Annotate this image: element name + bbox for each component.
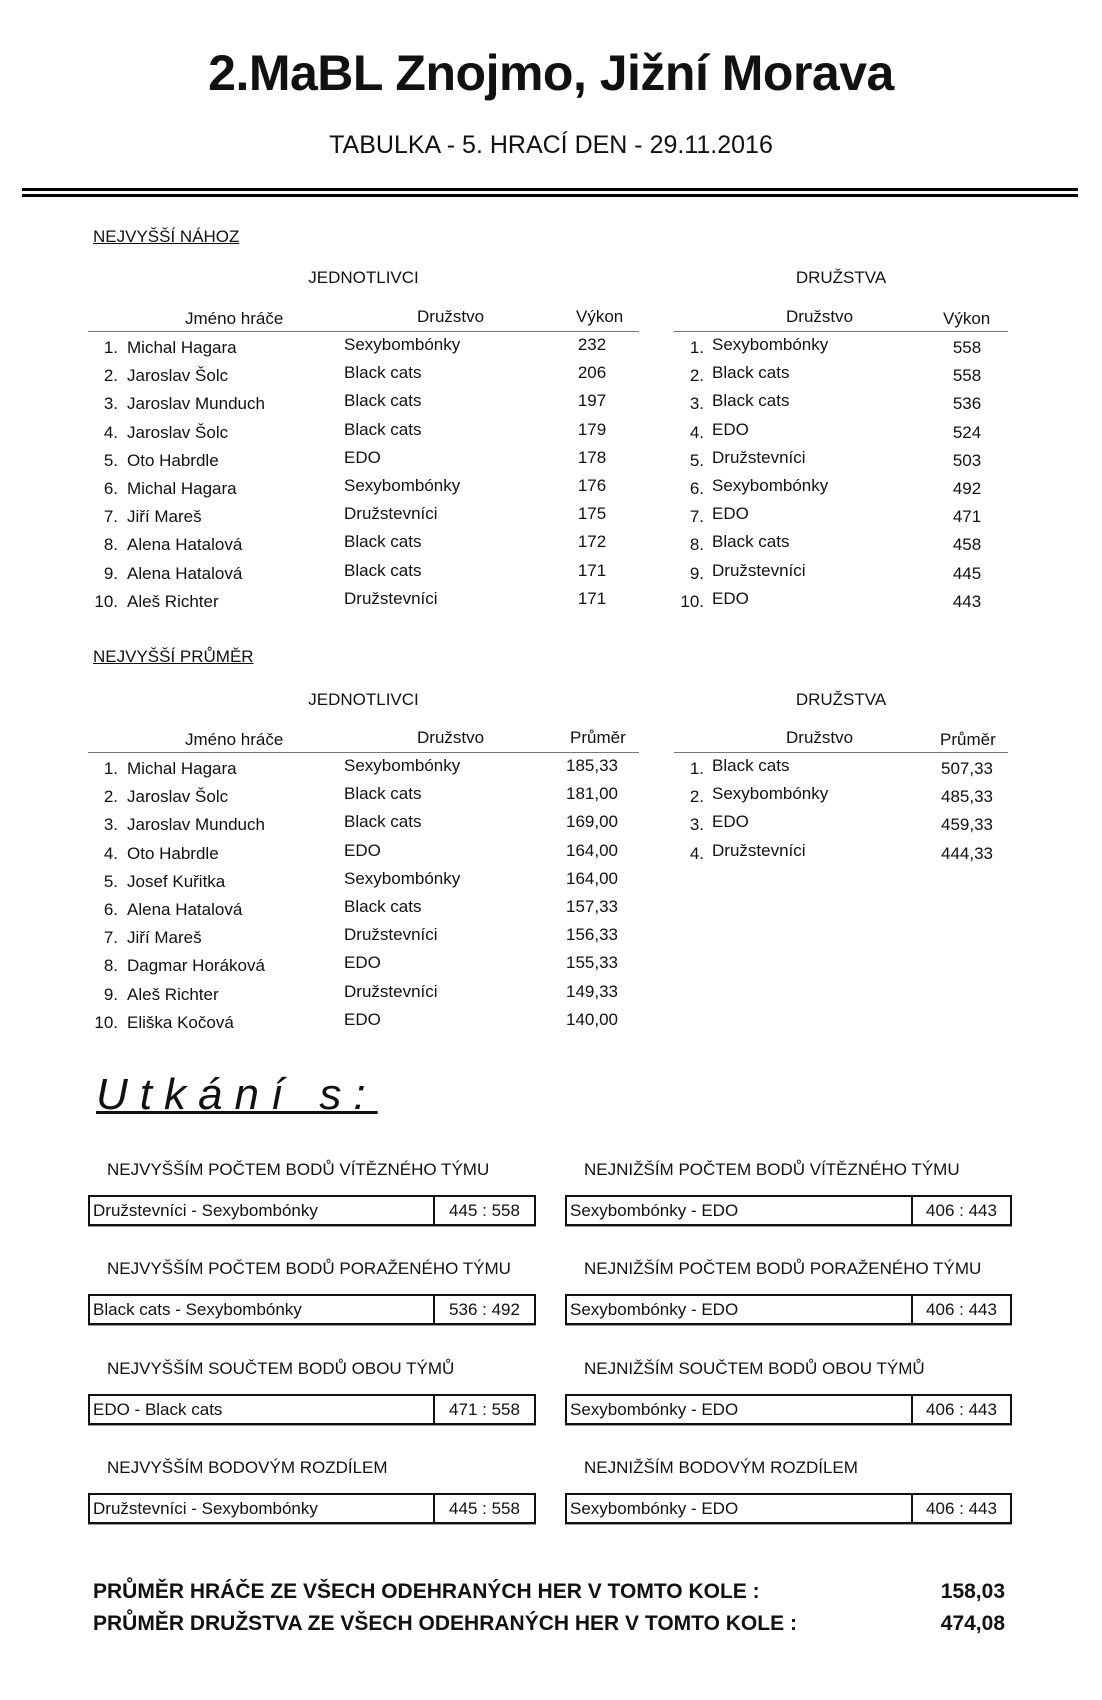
score-value: 164,00	[566, 840, 618, 860]
match-result-box	[565, 1394, 1012, 1425]
table-row-rank: 3.	[103, 815, 118, 835]
table-row-rank: 6.	[689, 479, 704, 498]
score-value: 171	[577, 560, 607, 580]
column-header-player: Jméno hráče	[185, 309, 284, 328]
player-name: Eliška Kočová	[127, 1012, 234, 1032]
player-name: Josef Kuřitka	[127, 871, 226, 891]
table-row-rank: 1.	[689, 338, 704, 357]
column-header-value: Výkon	[576, 307, 624, 326]
table-row-rank: 10.	[94, 591, 118, 611]
section-title-highest-throw: NEJVYŠŠÍ NÁHOZ	[93, 227, 240, 246]
match-category-label: NEJVYŠŠÍM SOUČTEM BODŮ OBOU TÝMŮ	[107, 1358, 455, 1378]
team-average-label: PRŮMĚR DRUŽSTVA ZE VŠECH ODEHRANÝCH HER V TOMTO KOLE :	[93, 1612, 797, 1635]
team-name: Black cats	[344, 897, 422, 916]
score-value: 175	[577, 504, 607, 524]
column-header-value: Průměr	[940, 730, 996, 749]
match-score: 536 : 492	[449, 1300, 520, 1320]
score-value: 558	[952, 338, 982, 357]
player-name: Oto Habrdle	[127, 843, 219, 863]
player-name: Jaroslav Šolc	[127, 366, 229, 386]
player-name: Oto Habrdle	[127, 450, 219, 470]
table-row-rank: 8.	[689, 535, 704, 555]
match-result-box	[88, 1493, 536, 1524]
table-row-rank: 3.	[689, 815, 704, 835]
match-category-label: NEJNIŽŠÍM POČTEM BODŮ PORAŽENÉHO TÝMU	[584, 1259, 982, 1279]
team-name: Družstevníci	[712, 447, 806, 467]
team-name: EDO	[344, 953, 381, 973]
table-row-rank: 10.	[94, 1012, 118, 1032]
score-value: 157,33	[566, 897, 618, 916]
group-title-individuals: JEDNOTLIVCI	[308, 268, 419, 287]
player-name: Alena Hatalová	[127, 535, 243, 555]
table-row-rank: 9.	[103, 984, 118, 1004]
team-name: Sexybombónky	[712, 476, 829, 495]
team-name: Black cats	[712, 532, 790, 552]
match-teams: Družstevníci - Sexybombónky	[90, 1495, 435, 1522]
team-name: Sexybombónky	[344, 476, 461, 495]
score-value: 185,33	[566, 756, 618, 775]
team-name: Družstevníci	[344, 981, 438, 1001]
match-result-box	[88, 1195, 536, 1226]
player-name: Michal Hagara	[127, 479, 237, 498]
score-value: 178	[577, 447, 607, 467]
team-average-value: 474,08	[940, 1612, 1005, 1635]
table-row-rank: 7.	[103, 928, 118, 948]
team-name: Sexybombónky	[712, 335, 829, 354]
header-divider-bottom	[22, 194, 1078, 197]
column-header-team: Družstvo	[786, 728, 854, 747]
score-value: 444,33	[941, 843, 993, 863]
player-name: Aleš Richter	[127, 591, 219, 611]
table-row-rank: 7.	[103, 507, 118, 527]
team-name: Black cats	[344, 363, 422, 383]
team-name: Black cats	[712, 391, 790, 411]
table-row-rank: 2.	[689, 366, 704, 386]
group-title-teams: DRUŽSTVA	[795, 690, 887, 709]
score-value: 443	[952, 591, 982, 611]
match-category-label: NEJNIŽŠÍM POČTEM BODŮ VÍTĚZNÉHO TÝMU	[584, 1160, 960, 1179]
match-score: 445 : 558	[449, 1201, 520, 1220]
matches-title: Utkání s:	[96, 1070, 378, 1119]
score-value: 459,33	[941, 815, 993, 835]
match-teams: Sexybombónky - EDO	[567, 1495, 913, 1522]
table-row-rank: 8.	[103, 956, 118, 976]
column-header-team: Družstvo	[786, 307, 854, 326]
player-name: Dagmar Horáková	[127, 956, 265, 976]
match-category-label: NEJNIŽŠÍM BODOVÝM ROZDÍLEM	[584, 1457, 858, 1477]
score-value: 503	[952, 450, 982, 470]
score-value: 524	[952, 422, 982, 442]
team-name: EDO	[712, 504, 749, 524]
table-row-rank: 7.	[689, 507, 704, 527]
player-name: Michal Hagara	[127, 338, 237, 357]
table-row-rank: 9.	[689, 563, 704, 583]
player-average-value: 158,03	[940, 1580, 1005, 1603]
table-row-rank: 2.	[103, 787, 118, 807]
match-result-box	[565, 1195, 1012, 1226]
table-row-rank: 6.	[103, 479, 118, 498]
player-name: Michal Hagara	[127, 759, 237, 778]
team-name: Black cats	[344, 391, 422, 411]
table-row-rank: 5.	[103, 450, 118, 470]
section-title-highest-average: NEJVYŠŠÍ PRŮMĚR	[93, 647, 254, 666]
table-row-rank: 3.	[103, 394, 118, 414]
match-result-box	[88, 1294, 536, 1325]
player-name: Jaroslav Munduch	[127, 815, 265, 835]
match-result-box	[88, 1394, 536, 1425]
score-value: 140,00	[566, 1009, 618, 1029]
score-value: 155,33	[566, 953, 618, 973]
team-name: Black cats	[712, 756, 790, 775]
table-row-rank: 4.	[689, 422, 704, 442]
score-value: 169,00	[566, 812, 618, 832]
score-value: 206	[577, 363, 607, 383]
match-score: 406 : 443	[926, 1498, 997, 1518]
score-value: 536	[952, 394, 982, 414]
group-title-individuals: JEDNOTLIVCI	[308, 690, 419, 709]
score-value: 149,33	[566, 981, 618, 1001]
table-row-rank: 3.	[689, 394, 704, 414]
player-name: Jaroslav Munduch	[127, 394, 265, 414]
column-header-value: Výkon	[943, 309, 991, 328]
header-divider-top	[22, 188, 1078, 191]
match-teams: Black cats - Sexybombónky	[90, 1296, 435, 1323]
column-header-team: Družstvo	[417, 307, 485, 326]
match-teams: Sexybombónky - EDO	[567, 1396, 913, 1423]
team-name: Black cats	[344, 812, 422, 832]
score-value: 164,00	[566, 868, 618, 888]
player-name: Alena Hatalová	[127, 900, 243, 919]
table-row-rank: 4.	[689, 843, 704, 863]
score-value: 171	[577, 588, 607, 608]
player-name: Aleš Richter	[127, 984, 219, 1004]
team-name: EDO	[344, 447, 381, 467]
match-score: 406 : 443	[926, 1201, 997, 1220]
column-header-player: Jméno hráče	[185, 730, 284, 749]
match-teams: Sexybombónky - EDO	[567, 1197, 913, 1224]
match-category-label: NEJVYŠŠÍM POČTEM BODŮ VÍTĚZNÉHO TÝMU	[107, 1160, 490, 1179]
player-name: Jiří Mareš	[127, 928, 202, 948]
score-value: 558	[952, 366, 982, 386]
team-name: Družstevníci	[344, 925, 438, 945]
match-category-label: NEJVYŠŠÍM POČTEM BODŮ PORAŽENÉHO TÝMU	[107, 1259, 511, 1279]
score-value: 172	[577, 532, 607, 552]
table-row-rank: 1.	[689, 759, 704, 778]
table-row-rank: 1.	[103, 338, 118, 357]
team-name: Družstevníci	[712, 560, 806, 580]
score-value: 445	[952, 563, 982, 583]
team-name: Black cats	[344, 784, 422, 804]
player-name: Jaroslav Šolc	[127, 422, 229, 442]
team-name: Black cats	[344, 560, 422, 580]
team-name: Družstevníci	[344, 588, 438, 608]
match-teams: Družstevníci - Sexybombónky	[90, 1197, 435, 1224]
team-name: EDO	[712, 419, 749, 439]
score-value: 179	[577, 419, 607, 439]
match-score: 471 : 558	[449, 1399, 520, 1419]
page-title: 2.MaBL Znojmo, Jižní Morava	[208, 45, 894, 101]
player-name: Alena Hatalová	[127, 563, 243, 583]
player-average-label: PRŮMĚR HRÁČE ZE VŠECH ODEHRANÝCH HER V TOMTO KOLE :	[93, 1580, 760, 1603]
team-name: EDO	[344, 1009, 381, 1029]
team-name: Sexybombónky	[344, 335, 461, 354]
table-row-rank: 10.	[680, 591, 704, 611]
match-category-label: NEJNIŽŠÍM SOUČTEM BODŮ OBOU TÝMŮ	[584, 1358, 925, 1378]
score-value: 471	[952, 507, 982, 527]
player-name: Jiří Mareš	[127, 507, 202, 527]
table-row-rank: 4.	[103, 843, 118, 863]
group-title-teams: DRUŽSTVA	[795, 268, 887, 287]
table-row-rank: 2.	[103, 366, 118, 386]
player-name: Jaroslav Šolc	[127, 787, 229, 807]
table-row-rank: 6.	[103, 900, 118, 919]
team-name: Black cats	[344, 419, 422, 439]
score-value: 492	[952, 479, 982, 498]
score-value: 176	[577, 476, 607, 495]
match-result-box	[565, 1493, 1012, 1524]
team-name: EDO	[712, 812, 749, 832]
team-name: Black cats	[712, 363, 790, 383]
match-score: 406 : 443	[926, 1399, 997, 1419]
score-value: 507,33	[941, 759, 993, 778]
table-row-rank: 5.	[103, 871, 118, 891]
score-value: 485,33	[941, 787, 993, 807]
match-teams: EDO - Black cats	[90, 1396, 435, 1423]
table-row-rank: 1.	[103, 759, 118, 778]
page-subtitle: TABULKA - 5. HRACÍ DEN - 29.11.2016	[329, 131, 773, 159]
team-name: Družstevníci	[344, 504, 438, 524]
team-name: Black cats	[344, 532, 422, 552]
column-header-value: Průměr	[570, 728, 626, 747]
team-name: Sexybombónky	[344, 868, 461, 888]
team-name: Sexybombónky	[344, 756, 461, 775]
match-result-box	[565, 1294, 1012, 1325]
table-row-rank: 2.	[689, 787, 704, 807]
score-value: 197	[577, 391, 607, 411]
score-value: 156,33	[566, 925, 618, 945]
table-row-rank: 4.	[103, 422, 118, 442]
score-value: 458	[952, 535, 982, 555]
table-row-rank: 8.	[103, 535, 118, 555]
team-name: Družstevníci	[712, 840, 806, 860]
match-score: 406 : 443	[926, 1300, 997, 1320]
column-header-team: Družstvo	[417, 728, 485, 747]
table-row-rank: 5.	[689, 450, 704, 470]
table-row-rank: 9.	[103, 563, 118, 583]
match-teams: Sexybombónky - EDO	[567, 1296, 913, 1323]
match-category-label: NEJVYŠŠÍM BODOVÝM ROZDÍLEM	[107, 1457, 388, 1477]
score-value: 232	[577, 335, 607, 354]
score-value: 181,00	[566, 784, 618, 804]
team-name: EDO	[344, 840, 381, 860]
team-name: Sexybombónky	[712, 784, 829, 804]
match-score: 445 : 558	[449, 1498, 520, 1518]
team-name: EDO	[712, 588, 749, 608]
